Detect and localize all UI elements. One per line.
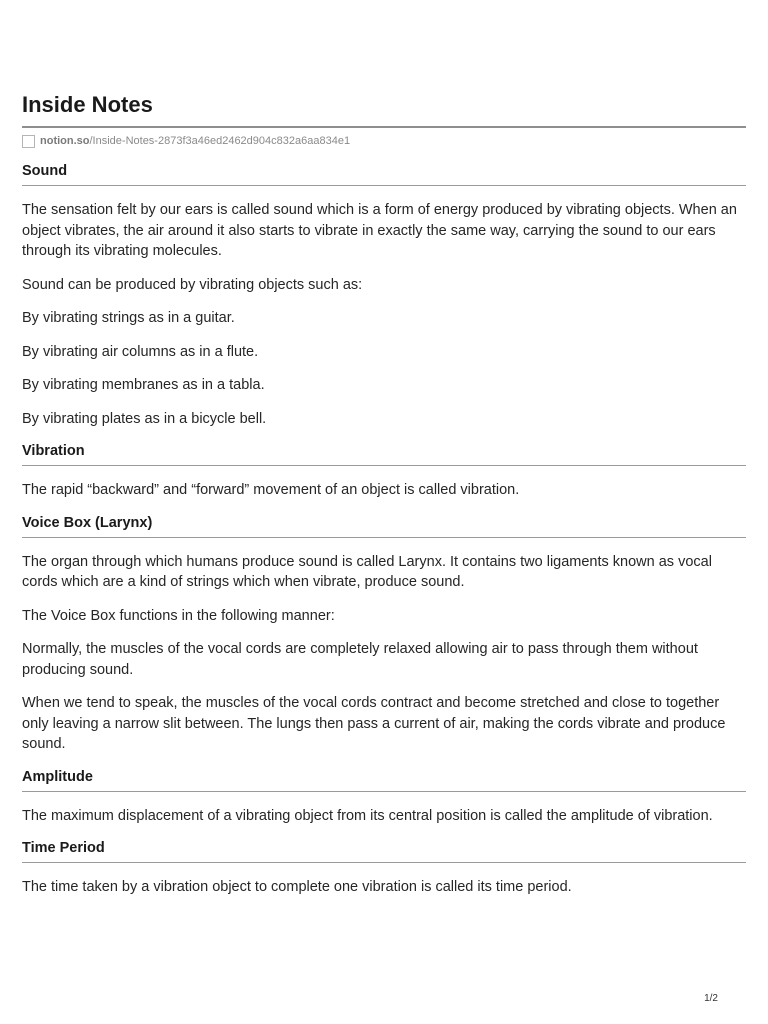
section-heading: Sound — [22, 163, 68, 179]
section-heading: Voice Box (Larynx) — [22, 514, 153, 531]
paragraph: Sound can be produced by vibrating objects such as: — [22, 276, 363, 293]
page-number: 1/2 — [704, 993, 718, 1004]
paragraph: By vibrating air columns as in a flute. — [22, 343, 259, 360]
title-divider — [22, 126, 746, 128]
section-sound — [22, 149, 746, 429]
source-domain[interactable]: notion.so — [40, 135, 90, 147]
paragraph: The sensation felt by our ears is called sound which is a form of energy produced by vibrating objects. When an object vibrates, the air around it also starts to vibrate in exactly the same way, carrying the sound to our ears through its vibrating molecules. — [22, 202, 737, 259]
paragraph: Normally, the muscles of the vocal cords are completely relaxed allowing air to pass through them without producing sound. — [22, 641, 698, 678]
section-amplitude — [22, 755, 746, 827]
document-page — [22, 92, 746, 898]
paragraph: By vibrating strings as in a guitar. — [22, 310, 235, 326]
section-heading: Vibration — [22, 443, 85, 459]
section-heading: Amplitude — [22, 768, 93, 785]
source-link[interactable] — [22, 133, 746, 149]
heading-divider — [22, 537, 746, 538]
section-time-period — [22, 826, 746, 898]
paragraph: By vibrating plates as in a bicycle bell. — [22, 410, 267, 427]
paragraph: By vibrating membranes as in a tabla. — [22, 377, 265, 393]
section-heading: Time Period — [22, 840, 105, 856]
source-path[interactable]: /Inside-Notes-2873f3a46ed2462d904c832a6aa834e1 — [89, 135, 351, 147]
heading-divider — [22, 185, 746, 186]
heading-divider — [22, 862, 746, 863]
paragraph: When we tend to speak, the muscles of the vocal cords contract and become stretched and close to together only leaving a narrow slit between. The lungs then pass a current of air, making the cords vibrate and produce sound. — [22, 695, 726, 752]
page-title: Inside Notes — [22, 92, 153, 117]
paragraph: The time taken by a vibration object to complete one vibration is called its time period. — [22, 879, 572, 895]
paragraph: The Voice Box functions in the following manner: — [22, 607, 335, 624]
paragraph: The organ through which humans produce sound is called Larynx. It contains two ligaments known as vocal cords which are a kind of strings which when vibrate, produce sound. — [22, 553, 712, 590]
section-voice-box — [22, 501, 746, 755]
paragraph: The rapid “backward” and “forward” movement of an object is called vibration. — [22, 482, 520, 498]
paragraph: The maximum displacement of a vibrating object from its central position is called the amplitude of vibration. — [22, 807, 713, 824]
section-vibration — [22, 429, 746, 501]
page-icon — [22, 135, 35, 148]
heading-divider — [22, 791, 746, 792]
heading-divider — [22, 465, 746, 466]
